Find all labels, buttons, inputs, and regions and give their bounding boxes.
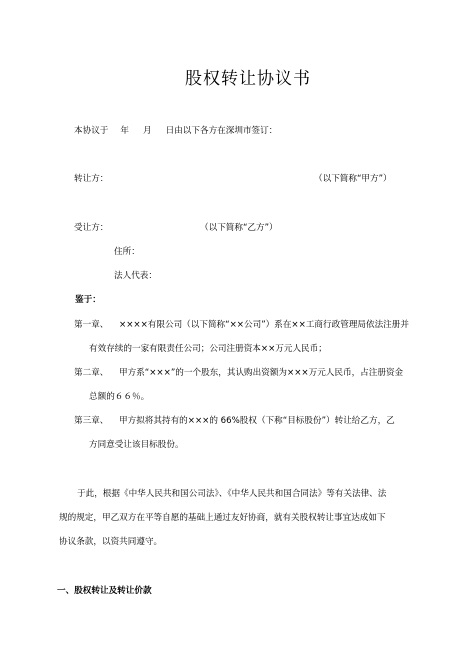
intro-year: 年: [120, 126, 129, 136]
clause-3-line2: 方同意受让该目标股份。: [89, 440, 184, 450]
transferor-label: 转让方：: [74, 174, 109, 184]
whereas-heading: 鉴于：: [75, 295, 101, 305]
intro-prefix: 本协议于: [74, 126, 109, 136]
transferee-label: 受让方：: [74, 223, 109, 233]
conclusion-line2: 规的规定，甲乙双方在平等自愿的基础上通过友好协商，就有关股权转让事宜达成如下: [59, 513, 386, 523]
intro-suffix: 日由以下各方在深圳市签订：: [165, 126, 278, 136]
conclusion-line3: 协议条款，以资共同遵守。: [59, 537, 163, 547]
section-1-heading: 一、股权转让及转让价款: [57, 586, 152, 596]
document-title: 股权转让协议书: [185, 69, 311, 89]
clause-1-line1: ××××有限公司（以下简称“××公司”）系在××工商行政管理局依法注册并: [119, 320, 409, 330]
clause-1-number: 第一章、: [74, 320, 109, 330]
intro-line: [74, 124, 277, 136]
transferee-alias: （以下简称“乙方”）: [200, 223, 278, 233]
clause-2-line2: 总额的６６％。: [89, 392, 150, 402]
address-label: 住所：: [114, 247, 140, 257]
intro-month: 月: [143, 126, 152, 136]
clause-2-number: 第二章、: [74, 368, 109, 378]
legal-rep-label: 法人代表：: [114, 271, 157, 281]
transferor-alias: （以下简称“甲方”）: [314, 174, 392, 184]
conclusion-line1: 于此，根据《中华人民共和国公司法》、《中华人民共和国合同法》等有关法律、法: [77, 489, 387, 499]
clause-2-line1: 甲方系“×××”的一个股东，其认购出资额为×××万元人民币，占注册资金: [119, 368, 404, 378]
clause-3-line1: 甲方拟将其持有的×××的 66%股权（下称“目标股份”）转让给乙方，乙: [119, 416, 395, 426]
clause-1-line2: 有效存续的一家有限责任公司；公司注册资本××万元人民币；: [89, 344, 327, 354]
clause-3-number: 第三章、: [74, 416, 109, 426]
